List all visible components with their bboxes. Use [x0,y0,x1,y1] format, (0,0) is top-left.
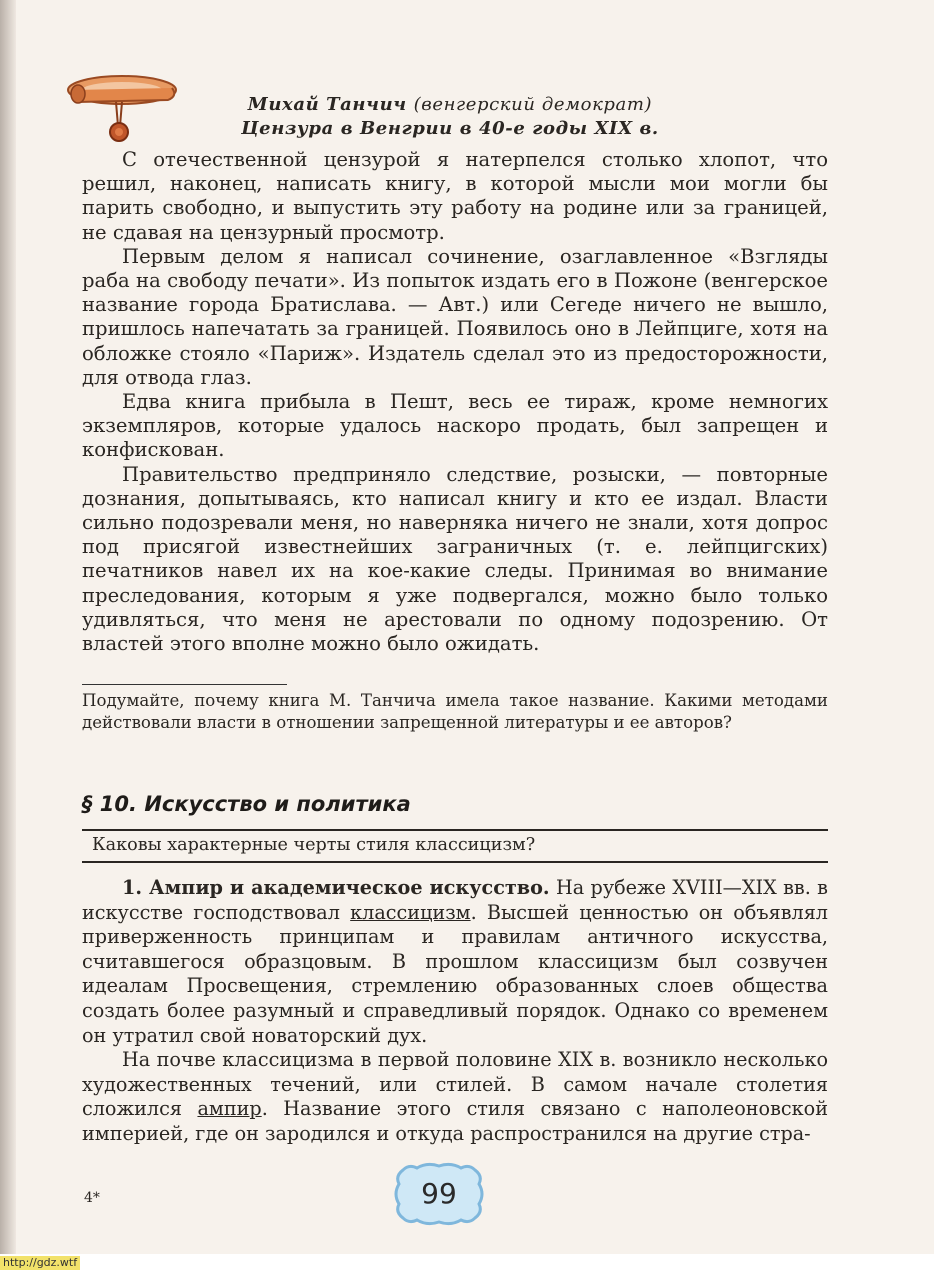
source-question [82,690,828,734]
text-fragment: . Высшей ценностью он объявлял приверженность принципам и правилам античного искусства, считавшегося образцовым. В прошлом классицизм был созвучен идеалам Просвещения, стремлению образованных слоев общества создать более разумный и справедливый порядок. Однако со временем он утратил свой новаторский дух. [82,900,828,1047]
source-header [190,93,710,141]
main-text [82,876,828,1147]
printer-signature: 4* [84,1190,100,1206]
source-paragraph: Едва книга прибыла в Пешт, весь ее тираж, кроме немногих экземпляров, которые удалось наскоро продать, был запрещен и конфискован. [82,390,828,462]
section-rule-top [82,829,828,831]
section-rule-bottom [82,861,828,863]
page-number: 99 [421,1177,457,1210]
term-classicism: классицизм [350,900,471,924]
source-text [82,148,828,656]
question-divider [82,684,287,685]
source-author: Михай Танчич [247,94,407,115]
text-fragment: . Название этого стиля связано с наполеоновской империей, где он зародился и откуда распространился на другие стра- [82,1097,828,1145]
page-number-badge [389,1162,489,1226]
source-paragraph: Первым делом я написал сочинение, озаглавленное «Взгляды раба на свободу печати». Из попыток издать его в Пожоне (венгерское название города Братислава. — Авт.) или Сегеде ничего не вышло, пришлось напечатать за границей. Появилось оно в Лейпциге, хотя на обложке стояло «Париж». Издатель сделал это из предосторожности, для отвода глаз. [82,244,828,389]
term-empire: ампир [197,1097,262,1121]
text-fragment: На почве классицизма в первой половине XIX в. возникло несколько художественных течений, или стилей. В самом начале столетия сложился [82,1048,828,1121]
watermark-link[interactable]: http://gdz.wtf [0,1256,80,1270]
page-binding-shadow [0,0,16,1272]
text-fragment: На рубеже XVIII—XIX вв. в искусстве господствовал [82,876,828,924]
question-text: Подумайте, почему книга М. Танчича имела такое название. Какими методами действовали власти в отношении запрещенной литературы и ее авторов? [82,691,828,732]
section-title: § 10. Искусство и политика [82,792,411,816]
source-author-line [190,93,710,117]
scroll-icon [64,68,184,148]
main-paragraph-2 [82,1048,828,1146]
key-question: Каковы характерные черты стиля классицизм? [92,835,536,855]
source-paragraph: Правительство предприняло следствие, розыски, — повторные дознания, допытываясь, кто написал книгу и кто ее издал. Власти сильно подозревали меня, но наверняка ничего не знали, хотя допрос под присягой известнейших заграничных (т. е. лейпцигских) печатников навел их на кое-какие следы. Принимая во внимание преследования, которым я уже подвергался, можно было только удивляться, что меня не арестовали по одному подозрению. От властей этого вполне можно было ожидать. [82,462,828,656]
subsection-title: 1. Ампир и академическое искусство. [122,876,550,899]
source-author-note: (венгерский демократ) [413,94,653,115]
source-paragraph: С отечественной цензурой я натерпелся столько хлопот, что решил, наконец, написать книгу, в которой мысли мои могли бы парить свободно, и выпустить эту работу на родине или за границей, не сдавая на цензурный просмотр. [82,148,828,244]
bottom-band [0,1254,934,1272]
main-paragraph-1 [82,876,828,1048]
source-title: Цензура в Венгрии в 40-е годы XIX в. [241,118,659,139]
